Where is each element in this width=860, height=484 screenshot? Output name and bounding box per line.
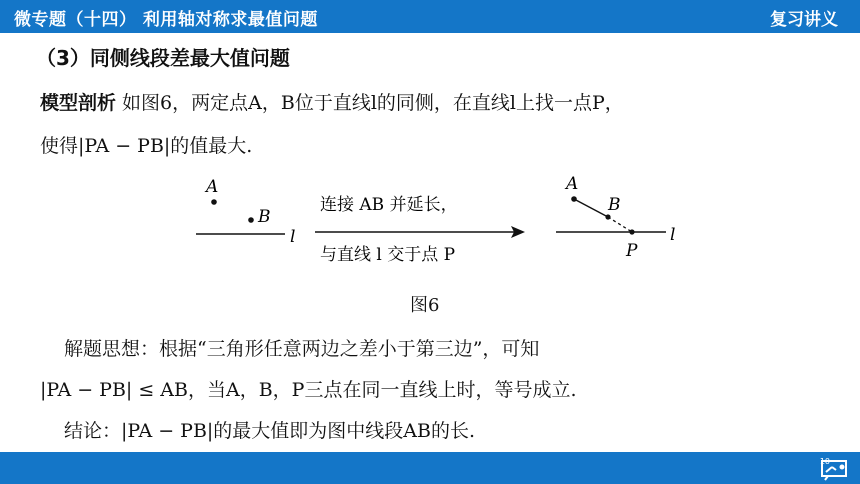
model-label: 模型剖析 bbox=[40, 92, 117, 114]
model-line-2: 使得|PA − PB|的值最大. bbox=[40, 135, 253, 157]
left-point-B bbox=[248, 217, 254, 223]
extension-BP bbox=[608, 217, 632, 232]
right-line-l-label: l bbox=[670, 225, 676, 245]
model-line-1 bbox=[40, 88, 624, 115]
left-point-A-label: A bbox=[206, 177, 219, 197]
arrow-text-bottom: 与直线 l 交于点 P bbox=[320, 245, 456, 265]
figure-6 bbox=[190, 172, 690, 272]
page-number: 10 bbox=[819, 457, 830, 466]
header-title: 微专题（十四） 利用轴对称求最值问题 bbox=[14, 10, 318, 30]
right-point-P bbox=[629, 229, 634, 234]
right-point-B-label: B bbox=[608, 195, 621, 215]
left-point-A bbox=[211, 199, 217, 205]
right-point-P-label: P bbox=[626, 241, 638, 261]
segment-AB bbox=[574, 199, 608, 217]
section-title: （3）同侧线段差最大值问题 bbox=[36, 46, 290, 70]
presenter-board-icon bbox=[820, 457, 850, 481]
footer-bar bbox=[0, 452, 860, 484]
arrow-text-top: 连接 AB 并延长， bbox=[320, 195, 458, 215]
left-line-l-label: l bbox=[290, 227, 296, 247]
solution-line-3: 结论：|PA − PB|的最大值即为图中线段AB的长. bbox=[64, 420, 476, 442]
header-right-label: 复习讲义 bbox=[770, 10, 838, 30]
model-text-1: 如图6，两定点A，B位于直线l的同侧，在直线l上找一点P， bbox=[116, 92, 624, 114]
left-point-B-label: B bbox=[258, 207, 271, 227]
solution-line-2: |PA − PB| ≤ AB，当A，B，P三点在同一直线上时，等号成立. bbox=[40, 379, 577, 401]
solution-line-1: 解题思想：根据“三角形任意两边之差小于第三边”，可知 bbox=[64, 338, 540, 360]
right-point-A-label: A bbox=[566, 174, 579, 194]
header-bar bbox=[0, 0, 860, 33]
figure-caption: 图6 bbox=[410, 295, 440, 316]
